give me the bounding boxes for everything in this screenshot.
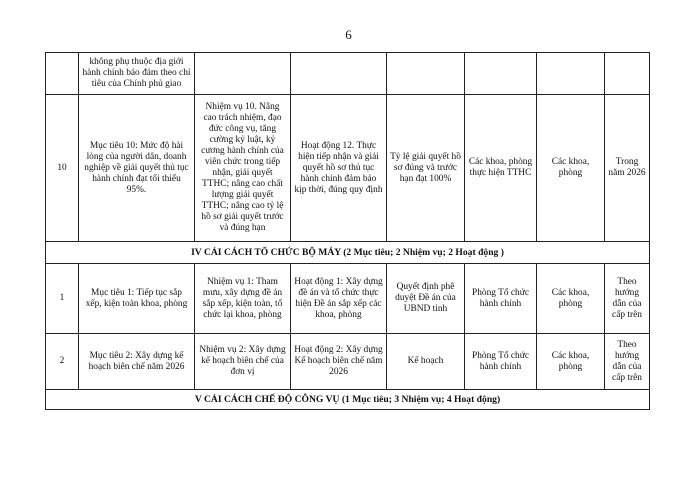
cell-product bbox=[387, 53, 465, 95]
cell-time bbox=[605, 53, 650, 95]
cell-time: Trong năm 2026 bbox=[605, 95, 650, 242]
cell-activity: Hoạt động 1: Xây dựng đề án và tổ chức thực hiện Đề án sắp xếp các khoa, phòng bbox=[291, 264, 387, 334]
cell-coop: Các khoa, phòng bbox=[537, 334, 605, 390]
cell-stt: 1 bbox=[46, 264, 79, 334]
cell-lead: Phòng Tổ chức hành chính bbox=[465, 334, 537, 390]
cell-stt bbox=[46, 53, 79, 95]
table-row-continuation bbox=[46, 53, 650, 95]
cell-coop: Các khoa, phòng bbox=[537, 95, 605, 242]
reform-plan-table bbox=[45, 52, 650, 410]
cell-activity: Hoạt động 12. Thực hiện tiếp nhận và giải quyết hồ sơ thủ tục hành chính đảm bảo kịp thời, đúng quy định bbox=[291, 95, 387, 242]
cell-task: Nhiệm vụ 1: Tham mưu, xây dựng đề án sắp xếp, kiện toàn, tổ chức lại khoa, phòng bbox=[195, 264, 291, 334]
cell-product: Quyết định phê duyệt Đề án của UBND tỉnh bbox=[387, 264, 465, 334]
page-number: 6 bbox=[345, 27, 352, 42]
cell-activity bbox=[291, 53, 387, 95]
cell-lead: Phòng Tổ chức hành chính bbox=[465, 264, 537, 334]
cell-time: Theo hướng dẫn của cấp trên bbox=[605, 264, 650, 334]
cell-goal: Mục tiêu 10: Mức độ hài lòng của người dân, doanh nghiệp về giải quyết thủ tục hành chính đạt tối thiểu 95%. bbox=[79, 95, 195, 242]
cell-goal: không phụ thuộc địa giới hành chính bảo đảm theo chỉ tiêu của Chính phủ giao bbox=[79, 53, 195, 95]
cell-product: Tỷ lệ giải quyết hồ sơ đúng và trước hạn đạt 100% bbox=[387, 95, 465, 242]
table-row-10 bbox=[46, 95, 650, 242]
cell-coop: Các khoa, phòng bbox=[537, 264, 605, 334]
section-heading: V CẢI CÁCH CHẾ ĐỘ CÔNG VỤ (1 Mục tiêu; 3 Nhiệm vụ; 4 Hoạt động) bbox=[46, 390, 650, 410]
cell-coop bbox=[537, 53, 605, 95]
table-row-1 bbox=[46, 264, 650, 334]
cell-task: Nhiệm vụ 10. Nâng cao trách nhiệm, đạo đức công vụ, tăng cường kỷ luật, kỷ cương hành chính của viên chức trong tiếp nhận, giải quyết TTHC; nâng cao chất lượng giải quyết TTHC; nâng cao tỷ lệ hồ sơ giải quyết trước và đúng hạn bbox=[195, 95, 291, 242]
cell-stt: 2 bbox=[46, 334, 79, 390]
section-row-4 bbox=[46, 242, 650, 264]
cell-product: Kế hoạch bbox=[387, 334, 465, 390]
cell-stt: 10 bbox=[46, 95, 79, 242]
cell-time: Theo hướng dẫn của cấp trên bbox=[605, 334, 650, 390]
table-row-2 bbox=[46, 334, 650, 390]
cell-activity: Hoạt động 2: Xây dựng Kế hoạch biên chế năm 2026 bbox=[291, 334, 387, 390]
cell-task bbox=[195, 53, 291, 95]
cell-lead bbox=[465, 53, 537, 95]
section-row-5 bbox=[46, 390, 650, 410]
cell-lead: Các khoa, phòng thực hiện TTHC bbox=[465, 95, 537, 242]
section-heading: IV CẢI CÁCH TỔ CHỨC BỘ MÁY (2 Mục tiêu; 2 Nhiệm vụ; 2 Hoạt động ) bbox=[46, 242, 650, 264]
cell-goal: Mục tiêu 2: Xây dựng kế hoạch biên chế năm 2026 bbox=[79, 334, 195, 390]
cell-task: Nhiệm vụ 2: Xây dựng kế hoạch biên chế của đơn vị bbox=[195, 334, 291, 390]
cell-goal: Mục tiêu 1: Tiếp tục sắp xếp, kiện toàn khoa, phòng bbox=[79, 264, 195, 334]
